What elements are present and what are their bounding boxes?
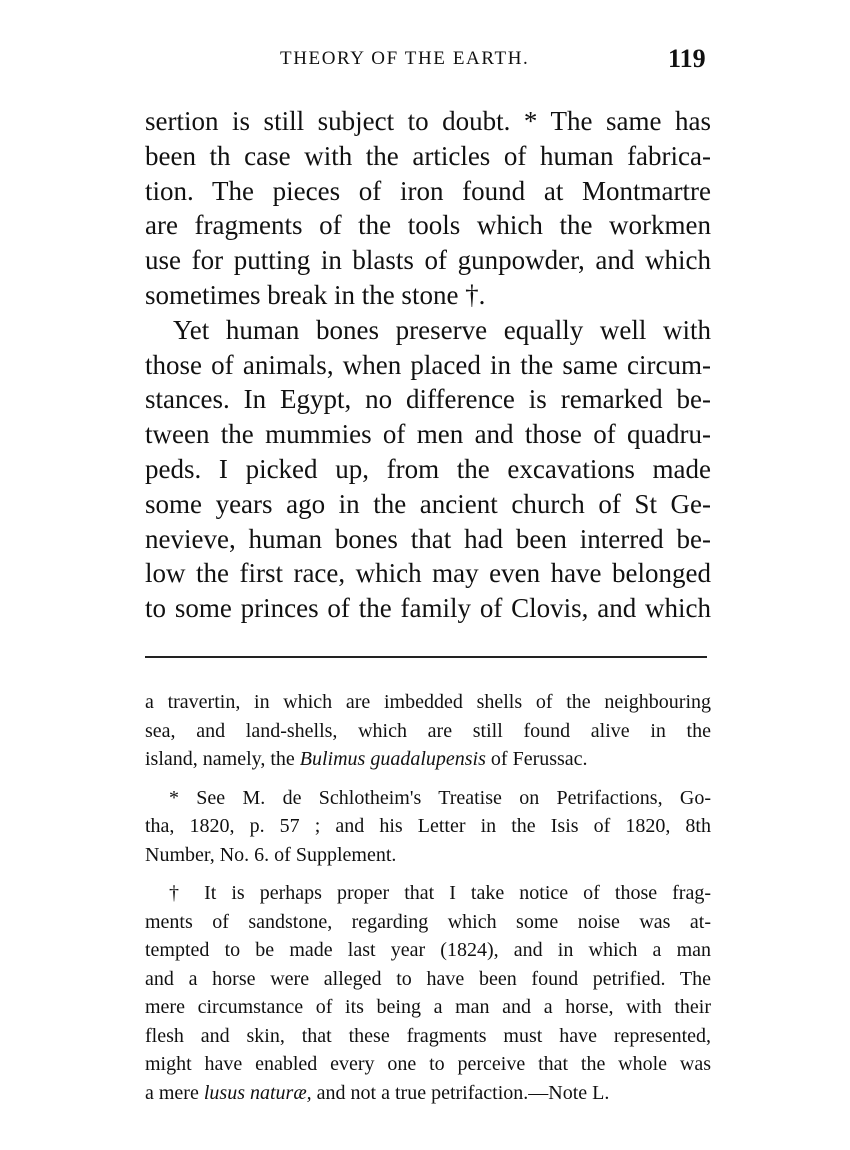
footnote-line: † It is perhaps proper that I take notice of those frag-: [169, 882, 711, 904]
text-line: tion. The pieces of iron found at Montmartre: [145, 175, 711, 206]
text-line: some years ago in the ancient church of St Ge-: [145, 488, 711, 519]
text-line: low the first race, which may even have belonged: [145, 558, 711, 589]
footnote-line: sea, and land-shells, which are still found alive in the: [145, 719, 711, 742]
footnote-text: and not a true petrifaction.—Note L.: [311, 1081, 610, 1104]
running-title: THEORY OF THE EARTH.: [280, 48, 530, 69]
footnote-line: and a horse were alleged to have been found petrified. The: [145, 967, 711, 990]
text-line: those of animals, when placed in the same circum-: [145, 349, 711, 380]
text-line: tween the mummies of men and those of quadru-: [145, 419, 711, 450]
footnote-line: tha, 1820, p. 57 ; and his Letter in the Isis of 1820, 8th: [145, 815, 711, 837]
text-line: stances. In Egypt, no difference is remarked be-: [145, 384, 711, 415]
text-line: Yet human bones preserve equally well with: [173, 314, 711, 345]
footnote-line: Number, No. 6. of Supplement.: [145, 843, 397, 866]
footnote-line: flesh and skin, that these fragments must have represented,: [145, 1024, 711, 1047]
footnote-line: tempted to be made last year (1824), and in which a man: [145, 939, 711, 961]
footnote-line: [145, 745, 711, 774]
species-name: Bulimus guadalupensis: [299, 748, 486, 770]
footnote-line: [145, 1079, 711, 1108]
text-line: to some princes of the family of Clovis, and which: [145, 593, 711, 624]
page-number: 119: [668, 44, 706, 73]
footnote-line: a travertin, in which are imbedded shells of the neighbouring: [145, 691, 711, 713]
footnote-text: a mere: [145, 1081, 204, 1104]
main-text: [145, 104, 711, 626]
footnote-text: of Ferussac.: [485, 748, 588, 770]
footnote-divider: [145, 656, 707, 658]
footnote-line: mere circumstance of its being a man and a horse, with their: [145, 996, 711, 1018]
footnote-line: * See M. de Schlotheim's Treatise on Petrifactions, Go-: [169, 786, 711, 809]
text-line: are fragments of the tools which the workmen: [145, 210, 711, 241]
latin-phrase: lusus naturæ,: [203, 1081, 312, 1104]
text-line: peds. I picked up, from the excavations made: [145, 453, 711, 484]
footnote-line: ments of sandstone, regarding which some noise was at-: [145, 910, 711, 933]
text-line: been th case with the articles of human fabrica-: [145, 140, 711, 171]
text-line: nevieve, human bones that had been interred be-: [145, 523, 711, 554]
text-line: sertion is still subject to doubt. * The same has: [145, 106, 711, 136]
footnotes: [145, 688, 711, 1107]
footnote-line: might have enabled every one to perceive that the whole was: [145, 1053, 711, 1075]
text-line: use for putting in blasts of gunpowder, and which: [145, 245, 711, 276]
footnote-text: island, namely, the: [145, 748, 300, 770]
text-line: sometimes break in the stone †.: [145, 279, 486, 310]
